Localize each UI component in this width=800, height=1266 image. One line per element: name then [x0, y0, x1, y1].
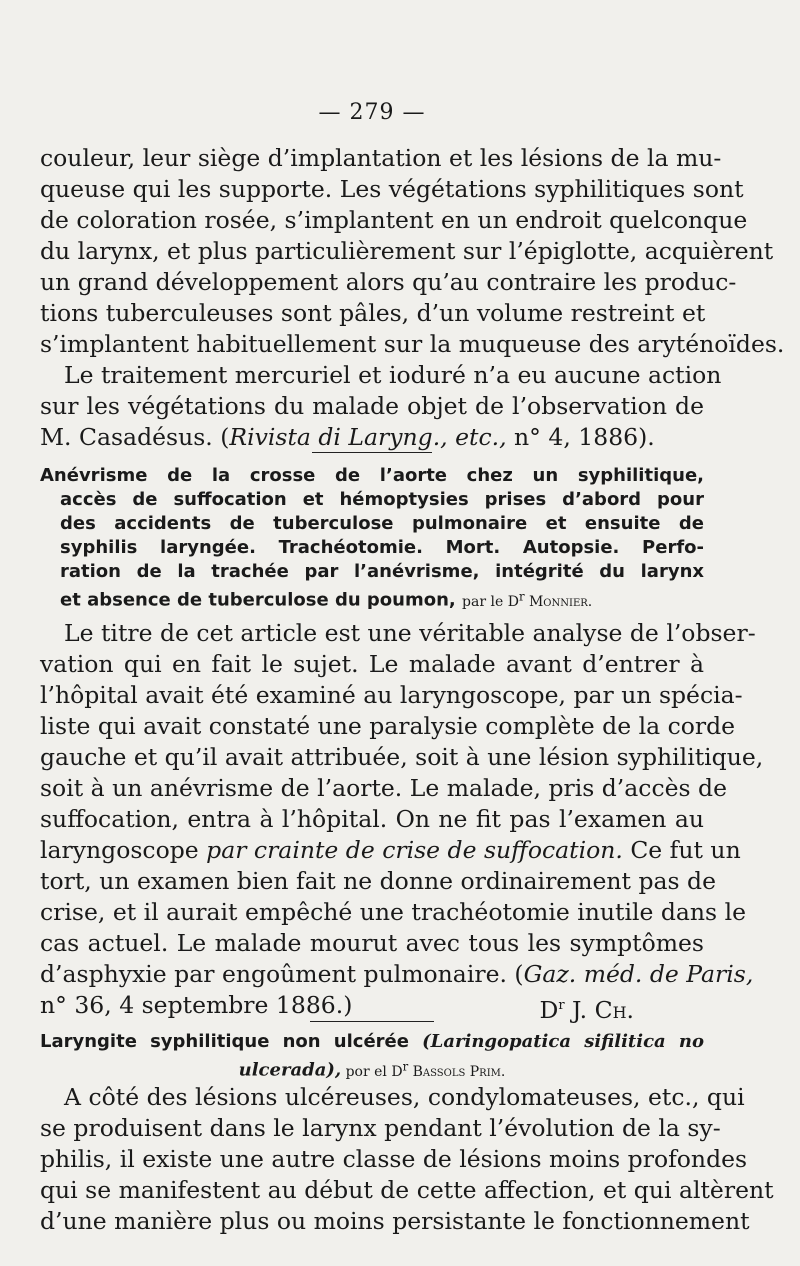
heading-line: Laryngite syphilitique non ulcérée (Laringopatica sifilitica no [40, 1031, 704, 1052]
text-line: queuse qui les supporte. Les végétations syphilitiques sont [40, 175, 744, 203]
text-line: laryngoscope par crainte de crise de suffocation. Ce fut un [40, 836, 741, 864]
text-line: vation qui en fait le sujet. Le malade avant d’entrer à [40, 650, 704, 678]
paragraph-vegetations [40, 143, 785, 360]
author-byline: por el $D^r$ Bassols Prim. [341, 1059, 506, 1080]
text-line: tort, un examen bien fait ne donne ordinairement pas de [40, 867, 716, 895]
heading-line: des accidents de tuberculose pulmonaire et ensuite de [60, 513, 704, 534]
text-line: l’hôpital avait été examiné au laryngoscope, par un spécia- [40, 681, 743, 709]
signature: $D^r$ J. Ch. [539, 995, 634, 1024]
heading-line: et absence de tuberculose du poumon, par le $D^r$ Monnier. [60, 589, 593, 611]
paragraph-cote-lesions [40, 1082, 774, 1237]
text-line: sur les végétations du malade objet de l’observation de [40, 392, 704, 420]
paragraph-titre [40, 618, 764, 1026]
text-line: un grand développement alors qu’au contraire les produc- [40, 268, 737, 296]
text-line: n° 36, 4 septembre 1886.) $D^r$ J. Ch. [40, 990, 704, 1021]
author-byline: par le $D^r$ Monnier. [462, 589, 593, 610]
text-line: se produisent dans le larynx pendant l’évolution de la sy- [40, 1114, 721, 1142]
section-divider [312, 452, 432, 453]
source-citation: Rivista di Laryng., etc., [229, 423, 507, 451]
heading-line: ration de la trachée par l’anévrisme, intégrité du larynx [60, 561, 704, 582]
paragraph-traitement [40, 360, 722, 453]
text-line: crise, et il aurait empêché une trachéotomie inutile dans le [40, 898, 747, 926]
text-line: de coloration rosée, s’implantent en un endroit quelconque [40, 206, 748, 234]
text-line: du larynx, et plus particulièrement sur l’épiglotte, acquièrent [40, 237, 774, 265]
text-line: d’une manière plus ou moins persistante le fonctionnement [40, 1207, 750, 1235]
heading-line: accès de suffocation et hémoptysies prises d’abord pour [60, 489, 704, 510]
text-line: gauche et qu’il avait attribuée, soit à une lésion syphilitique, [40, 743, 764, 771]
text-line: qui se manifestent au début de cette affection, et qui altèrent [40, 1176, 774, 1204]
text-line: Le titre de cet article est une véritable analyse de l’obser- [64, 619, 756, 647]
text-line: d’asphyxie par engoûment pulmonaire. (Gaz. méd. de Paris, [40, 960, 754, 988]
article-heading-laryngite [40, 1030, 704, 1084]
heading-line: syphilis laryngée. Trachéotomie. Mort. Autopsie. Perfo- [60, 537, 704, 558]
page-number: — 279 — [318, 100, 426, 125]
heading-line: Anévrisme de la crosse de l’aorte chez un syphilitique, [40, 465, 704, 486]
text-line: philis, il existe une autre classe de lésions moins profondes [40, 1145, 748, 1173]
text-line: cas actuel. Le malade mourut avec tous les symptômes [40, 929, 704, 957]
text-line: M. Casadésus. (Rivista di Laryng., etc., n° 4, 1886). [40, 423, 655, 451]
article-heading-anevrisme [40, 464, 704, 614]
text-line: tions tuberculeuses sont pâles, d’un volume restreint et [40, 299, 706, 327]
source-citation: Gaz. méd. de Paris, [523, 960, 754, 988]
text-line: A côté des lésions ulcéreuses, condylomateuses, etc., qui [64, 1083, 745, 1111]
heading-line: ulcerada), por el $D^r$ Bassols Prim. [238, 1059, 506, 1081]
section-divider [310, 1021, 434, 1022]
text-line: couleur, leur siège d’implantation et les lésions de la mu- [40, 144, 722, 172]
text-line: suffocation, entra à l’hôpital. On ne fit pas l’examen au [40, 805, 704, 833]
text-line: liste qui avait constaté une paralysie complète de la corde [40, 712, 736, 740]
text-line: soit à un anévrisme de l’aorte. Le malade, pris d’accès de [40, 774, 727, 802]
text-line: Le traitement mercuriel et ioduré n’a eu aucune action [64, 361, 722, 389]
document-page [40, 0, 785, 1266]
text-line: s’implantent habituellement sur la muqueuse des aryténoïdes. [40, 330, 785, 358]
